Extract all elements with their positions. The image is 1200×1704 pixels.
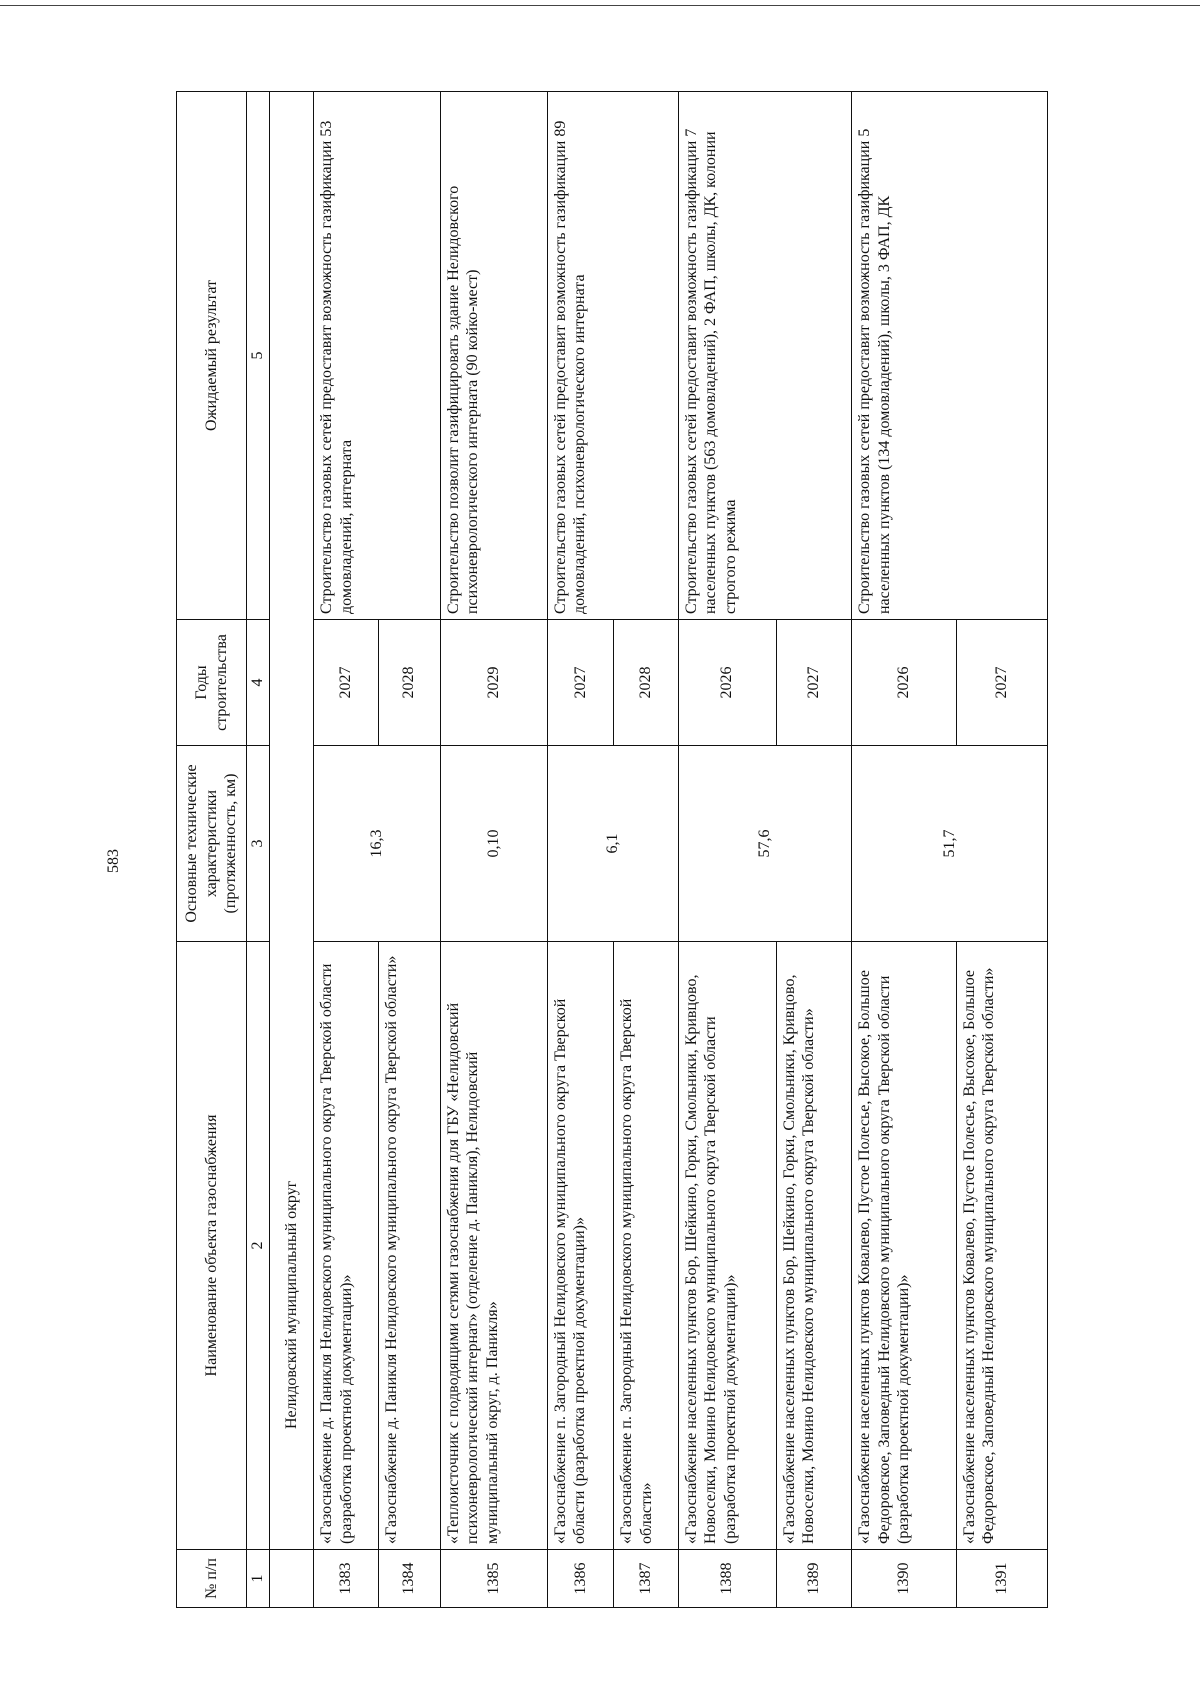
construction-year: 2026 (678, 620, 776, 746)
column-number: 2 (247, 942, 270, 1550)
table-row (547, 92, 614, 1608)
row-number: 1391 (956, 1550, 1047, 1608)
object-name: «Теплоисточник с подводящими сетями газоснабжения для ГБУ «Нелидовский психоневрологический интернат» (отделение д. Паникля), Нелидовский муниципальный округ, д. Паникля» (440, 942, 547, 1550)
column-number: 5 (247, 92, 270, 620)
row-number: 1389 (776, 1550, 852, 1608)
gas-supply-table (176, 91, 1048, 1608)
table-row (440, 92, 547, 1608)
expected-result: Строительство газовых сетей предоставит возможность газификации 89 домовладений, психоневрологического интерната (547, 92, 678, 620)
table-row (314, 92, 379, 1608)
page-number: 583 (105, 849, 122, 873)
header-name: Наименование объекта газоснабжения (177, 942, 247, 1550)
construction-year: 2028 (378, 620, 440, 746)
tech-length: 51,7 (852, 746, 1048, 942)
object-name: «Газоснабжение д. Паникля Нелидовского муниципального округа Тверской области (разработка проектной документации)» (314, 942, 379, 1550)
tech-length: 0,10 (440, 746, 547, 942)
column-number: 1 (247, 1550, 270, 1608)
construction-year: 2029 (440, 620, 547, 746)
row-number: 1387 (614, 1550, 679, 1608)
expected-result: Строительство газовых сетей предоставит возможность газификации 53 домовладений, интерната (314, 92, 441, 620)
expected-result: Строительство газовых сетей предоставит возможность газификации 7 населенных пунктов (563 домовладений), 2 ФАП, школы, ДК, колонии строгого режима (678, 92, 851, 620)
rotated-table-container (176, 92, 1048, 1608)
region-empty-cell (269, 1550, 313, 1608)
header-result: Ожидаемый результат (177, 92, 247, 620)
row-number: 1386 (547, 1550, 614, 1608)
object-name: «Газоснабжение п. Загородный Нелидовского муниципального округа Тверской области» (614, 942, 679, 1550)
row-number: 1388 (678, 1550, 776, 1608)
object-name: «Газоснабжение населенных пунктов Ковалево, Пустое Полесье, Высокое, Большое Федоровское, Заповедный Нелидовского муниципального округа Тверской области» (956, 942, 1047, 1550)
construction-year: 2027 (547, 620, 614, 746)
construction-year: 2026 (852, 620, 957, 746)
row-number: 1384 (378, 1550, 440, 1608)
header-tech: Основные технические характеристики (протяженность, км) (177, 746, 247, 942)
object-name: «Газоснабжение населенных пунктов Бор, Шейкино, Горки, Смольники, Кривцово, Новоселки, Монино Нелидовского муниципального округа Тверской области (разработка проектной документации)» (678, 942, 776, 1550)
column-number: 4 (247, 620, 270, 746)
region-title: Нелидовский муниципальный округ (269, 92, 313, 1550)
tech-length: 16,3 (314, 746, 441, 942)
object-name: «Газоснабжение д. Паникля Нелидовского муниципального округа Тверской области» (378, 942, 440, 1550)
tech-length: 57,6 (678, 746, 851, 942)
scan-edge-line (0, 5, 1200, 6)
expected-result: Строительство газовых сетей предоставит возможность газификации 5 населенных пунктов (134 домовладений), школы, 3 ФАП, ДК (852, 92, 1048, 620)
object-name: «Газоснабжение населенных пунктов Бор, Шейкино, Горки, Смольники, Кривцово, Новоселки, Монино Нелидовского муниципального округа Тверской области» (776, 942, 852, 1550)
row-number: 1383 (314, 1550, 379, 1608)
table-row (678, 92, 776, 1608)
construction-year: 2027 (776, 620, 852, 746)
construction-year: 2027 (956, 620, 1047, 746)
object-name: «Газоснабжение населенных пунктов Ковалево, Пустое Полесье, Высокое, Большое Федоровское, Заповедный Нелидовского муниципального округа Тверской области (разработка проектной документации)» (852, 942, 957, 1550)
row-number: 1385 (440, 1550, 547, 1608)
construction-year: 2028 (614, 620, 679, 746)
expected-result: Строительство позволит газифицировать здание Нелидовского психоневрологического интерната (90 койко-мест) (440, 92, 547, 620)
row-number: 1390 (852, 1550, 957, 1608)
header-num: № п/п (177, 1550, 247, 1608)
header-years: Годы строительства (177, 620, 247, 746)
tech-length: 6,1 (547, 746, 678, 942)
table-row (852, 92, 957, 1608)
column-number: 3 (247, 746, 270, 942)
construction-year: 2027 (314, 620, 379, 746)
object-name: «Газоснабжение п. Загородный Нелидовского муниципального округа Тверской области (разработка проектной документации)» (547, 942, 614, 1550)
